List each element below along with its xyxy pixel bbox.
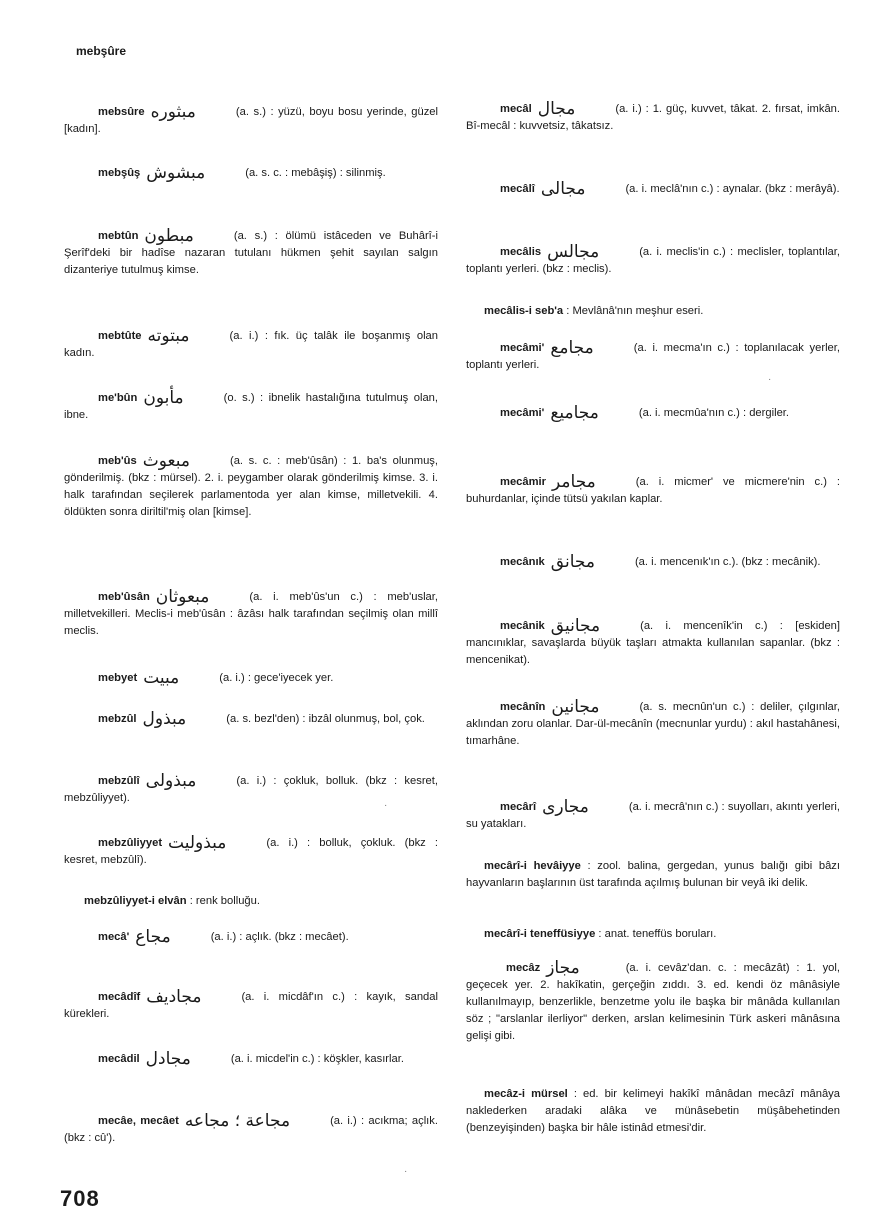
dictionary-entry: [64, 1051, 438, 1068]
dictionary-entry: [466, 181, 840, 198]
entry-arabic-script: مأبون: [143, 388, 184, 408]
entry-headword: mecâlis-i seb'a: [484, 305, 564, 317]
entry-arabic-script: مبعوثان: [155, 587, 210, 607]
dictionary-entry: [64, 893, 438, 910]
entry-headword: mecârî: [500, 801, 537, 813]
entry-headword: meb'ûs: [98, 455, 137, 467]
entry-headword: mebsûre: [98, 106, 145, 118]
entry-arabic-script: مجاز: [546, 958, 580, 978]
dictionary-entry: [466, 554, 840, 571]
entry-headword: mecânik: [500, 620, 545, 632]
entry-definition: (a. i.) : bolluk, çokluk. (bkz : kesret, mebzûlî).: [64, 837, 438, 866]
entry-headword: mebzûlî: [98, 775, 140, 787]
entry-definition: (a. i. mecmûa'nın c.) : dergiler.: [638, 407, 790, 419]
dictionary-entry: [64, 165, 438, 182]
dictionary-entry: [466, 303, 840, 320]
dictionary-entry: [64, 589, 438, 640]
entry-headword: mebşûş: [98, 167, 141, 179]
entry-arabic-script: مجارى: [542, 797, 589, 817]
dictionary-entry: [64, 1113, 438, 1147]
entry-arabic-script: مبتوته: [147, 326, 190, 346]
entry-headword: mecâz-i mürsel: [484, 1088, 568, 1100]
entry-definition: (a. i. mecrâ'nın c.) : suyolları, akıntı yerleri, su yatakları.: [466, 801, 840, 830]
entry-definition: (a. i. meb'ûs'un c.) : meb'uslar, milletvekilleri. Meclis-i meb'ûsân : âzâsı halk tarafından seçilmiş olan millî meclis.: [64, 591, 438, 637]
entry-arabic-script: مبذوليت: [168, 833, 227, 853]
entry-definition: (o. s.) : ibnelik hastalığına tutulmuş olan, ibne.: [64, 392, 438, 421]
dictionary-entry: [64, 835, 438, 869]
entry-arabic-script: مجاديف: [146, 987, 202, 1007]
entry-headword: mecâmi': [500, 342, 545, 354]
entry-arabic-script: مبثوره: [150, 102, 196, 122]
dictionary-entry: [64, 670, 438, 687]
entry-definition: (a. i.) : çokluk, bolluk. (bkz : kesret, mebzûliyyet).: [64, 775, 438, 804]
entry-definition: (a. i. meclâ'nın c.) : aynalar. (bkz : merâyâ).: [625, 183, 840, 195]
dictionary-entry: [64, 228, 438, 279]
entry-headword: mecâdîf: [98, 991, 141, 1003]
dictionary-entry: [466, 1086, 840, 1137]
dictionary-entry: [64, 453, 438, 521]
dictionary-entry: [466, 960, 840, 1045]
stray-mark: ·: [404, 1166, 408, 1177]
entry-arabic-script: مجانين: [551, 697, 600, 717]
entry-arabic-script: مبشوش: [146, 163, 206, 183]
dictionary-entry: [466, 699, 840, 750]
dictionary-entry: [64, 989, 438, 1023]
entry-definition: (a. i. micmer' ve micmere'nin c.) : buhurdanlar, içinde tütsü yakılan kaplar.: [466, 476, 840, 505]
entry-headword: mecâmi': [500, 407, 545, 419]
entry-headword: mebzûl: [98, 713, 137, 725]
entry-headword: mecâe, mecâet: [98, 1115, 179, 1127]
stray-mark: ·: [384, 800, 388, 811]
entry-arabic-script: مجالس: [547, 242, 600, 262]
dictionary-entry: [466, 799, 840, 833]
entry-arabic-script: مجانيق: [550, 616, 601, 636]
dictionary-entry: [466, 618, 840, 669]
entry-headword: mecâl: [500, 103, 532, 115]
entry-arabic-script: مبذول: [142, 709, 187, 729]
entry-headword: mecâdil: [98, 1053, 140, 1065]
dictionary-entry: [64, 711, 438, 728]
dictionary-entry: [64, 929, 438, 946]
dictionary-entry: [466, 340, 840, 374]
stray-mark: ·: [768, 374, 772, 385]
dictionary-entry: [64, 104, 438, 138]
entry-arabic-script: مجاميع: [550, 403, 599, 423]
entry-definition: (a. i. mecma'ın c.) : toplanılacak yerler, toplantı yerleri.: [466, 342, 840, 371]
entry-arabic-script: مبذولى: [145, 771, 197, 791]
entry-headword: mebtûte: [98, 330, 142, 342]
dictionary-entry: [64, 390, 438, 424]
entry-headword: mecâmir: [500, 476, 547, 488]
entry-definition: (a. s. bezl'den) : ibzâl olunmuş, bol, çok.: [226, 713, 425, 725]
entry-definition: (a. i.) : 1. güç, kuvvet, tâkat. 2. fırsat, imkân. Bî-mecâl : kuvvetsiz, tâkatsız.: [466, 103, 840, 132]
entry-headword: mebzûliyyet-i elvân: [84, 895, 187, 907]
entry-definition: (a. s.) : yüzü, boyu bosu yerinde, güzel [kadın].: [64, 106, 438, 135]
dictionary-entry: [64, 328, 438, 362]
entry-arabic-script: مجالى: [540, 179, 586, 199]
entry-arabic-script: مبيت: [143, 668, 180, 688]
dictionary-entry: [466, 926, 840, 943]
entry-definition: (a. s. c. : meb'ûsân) : 1. ba's olunmuş, gönderilmiş. (bkz : mürsel). 2. i. peygamber olarak gönderilmiş kimse. 3. i. halk tarafından seçilerek parlamentoda yer alan kimse, milletvekili. 4. öldükten sonra diriltil'miş olan [kimse].: [64, 455, 438, 518]
entry-headword: mecâlî: [500, 183, 535, 195]
dictionary-entry: [466, 101, 840, 135]
entry-definition: (a. s. mecnûn'un c.) : deliler, çılgınlar, aklından zoru olanlar. Dar-ül-mecânîn (mecnunlar yurdu) : akıl hastahânesi, tımarhâne.: [466, 701, 840, 747]
entry-definition: (a. s. c. : mebâşiş) : silinmiş.: [245, 167, 386, 179]
entry-arabic-script: مجامع: [550, 338, 594, 358]
entry-definition: : ed. bir kelimeyi hakîkî mânâdan mecâzî mânâya naklederken aradaki alâka ve münâsebetin müşâbehetinden (benzeyişinden) başka bir hâle istinâd etmesi'dir.: [466, 1088, 840, 1134]
entry-definition: : renk bolluğu.: [189, 895, 260, 907]
entry-headword: mecâz: [506, 962, 541, 974]
entry-headword: mecârî-i hevâiyye: [484, 860, 581, 872]
entry-definition: (a. i. micdâf'ın c.) : kayık, sandal kürekleri.: [64, 991, 438, 1020]
entry-definition: (a. i. mencenık'ın c.). (bkz : mecânik).: [634, 556, 821, 568]
entry-headword: mecânîn: [500, 701, 546, 713]
entry-definition: (a. i. micdel'in c.) : köşkler, kasırlar.: [230, 1053, 404, 1065]
dictionary-entry: [466, 474, 840, 508]
dictionary-entry: [64, 773, 438, 807]
entry-arabic-script: مجانق: [550, 552, 595, 572]
entry-arabic-script: مبعوث: [142, 451, 190, 471]
entry-headword: meb'ûsân: [98, 591, 150, 603]
entry-definition: (a. i.) : fık. üç talâk ile boşanmış olan kadın.: [64, 330, 438, 359]
dictionary-entry: [466, 858, 840, 892]
dictionary-entry: [466, 405, 840, 422]
entry-definition: (a. i. mencenîk'in c.) : [eskiden] mancınıklar, savaşlarda büyük taşları atmakta kullanılan sapanlar. (bkz : mencenikat).: [466, 620, 840, 666]
entry-headword: mebtûn: [98, 230, 139, 242]
entry-headword: me'bûn: [98, 392, 138, 404]
entry-definition: : zool. balina, gergedan, yunus balığı gibi bâzı hayvanların başlarının üst tarafında açılmış bulunan bir veyâ iki delik.: [466, 860, 841, 889]
page-number: 708: [60, 1186, 100, 1211]
entry-definition: (a. i. cevâz'dan. c. : mecâzât) : 1. yol, geçecek yer. 2. hakîkatin, gerçeğin zıddı. 3. ed. kendi öz mânâsiyle kullanılmayıp, benzerlikle, benzetme yolu ile başka bir mânâda kullanılan söz ; "arslanlar ilerliyor" derken, arslan kelimesinin Türk askeri mânâsına gelişi gibi.: [466, 962, 840, 1042]
entry-arabic-script: مجاعة ؛ مجاعه: [184, 1111, 291, 1131]
entry-arabic-script: مبطون: [144, 226, 194, 246]
entry-definition: : Mevlânâ'nın meşhur eseri.: [566, 305, 704, 317]
entry-headword: mecânık: [500, 556, 545, 568]
entry-arabic-script: مجاع: [135, 927, 171, 947]
entry-headword: mecâ': [98, 931, 130, 943]
dictionary-entry: [466, 244, 840, 278]
entry-headword: mebzûliyyet: [98, 837, 163, 849]
entry-headword: mecârî-i teneffüsiyye: [484, 928, 596, 940]
entry-definition: : anat. teneffüs boruları.: [598, 928, 717, 940]
entry-arabic-script: مجادل: [145, 1049, 191, 1069]
running-header: mebşûre: [76, 44, 127, 58]
entry-definition: (a. s.) : ölümü istâceden ve Buhârî-i Şerîf'deki bir hadîse nazaran tutulanı hükmen şehit sayılan salgın dizanteriye tutulmuş kimse.: [64, 230, 438, 276]
entry-headword: mebyet: [98, 672, 138, 684]
entry-definition: (a. i.) : gece'iyecek yer.: [219, 672, 334, 684]
entry-definition: (a. i. meclis'in c.) : meclisler, toplantılar, toplantı yerleri. (bkz : meclis).: [466, 246, 840, 275]
entry-definition: (a. i.) : açlık. (bkz : mecâet).: [210, 931, 349, 943]
entry-definition: (a. i.) : acıkma; açlık. (bkz : cû').: [64, 1115, 438, 1144]
entry-arabic-script: مجال: [537, 99, 576, 119]
entry-arabic-script: مجامر: [552, 472, 596, 492]
entry-headword: mecâlis: [500, 246, 542, 258]
